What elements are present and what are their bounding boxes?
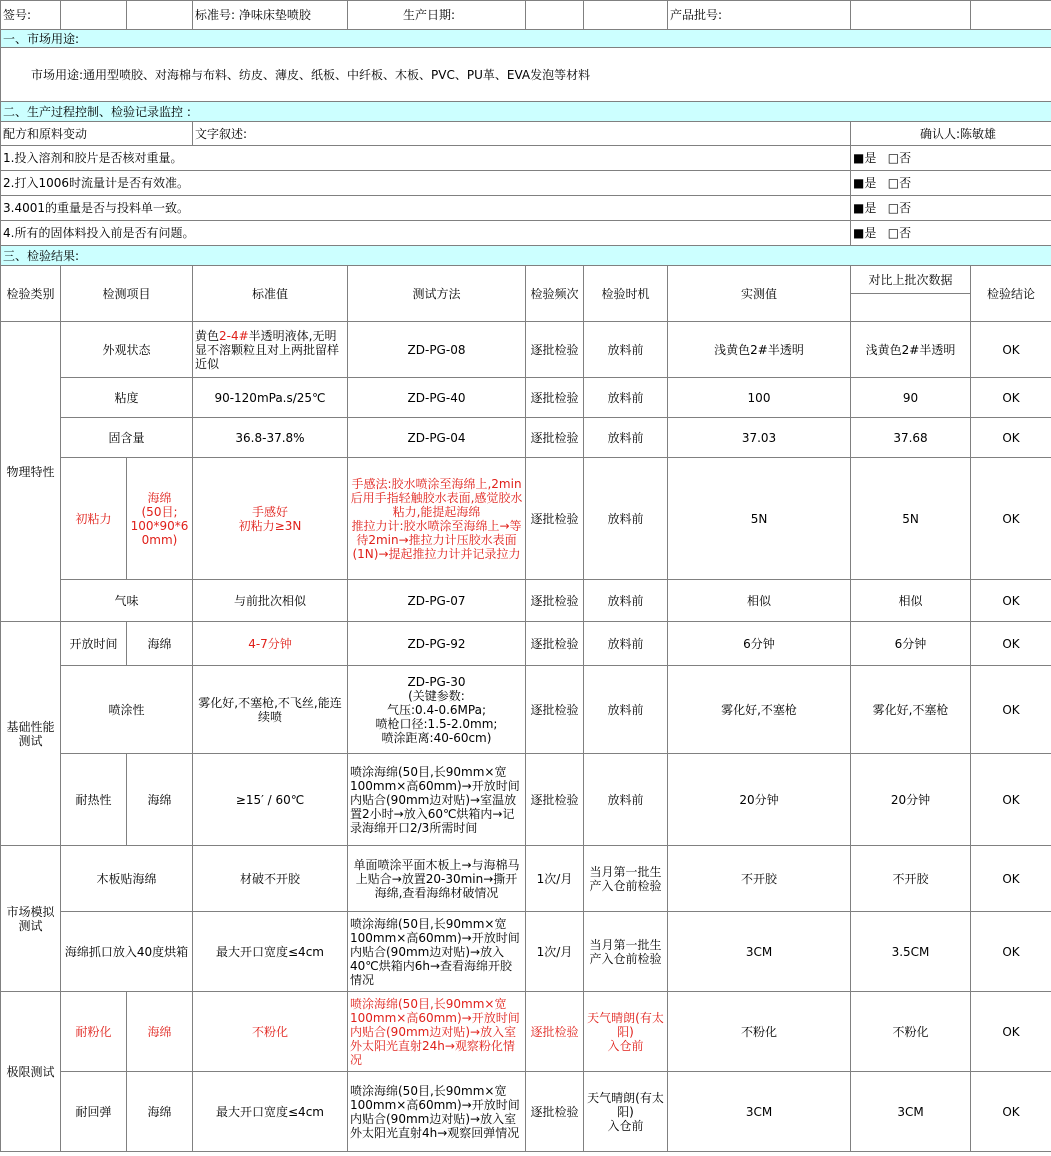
batch-number-label: 产品批号: [668,1,851,30]
table-row [1,418,1051,458]
category-basic: 基础性能测试 [1,622,61,846]
conclusion-oven: OK [971,912,1051,992]
subitem-tack: 海绵 (50目; 100*90*6 0mm) [127,458,193,580]
standard-label: 标准号: 净味床垫喷胶 [193,1,348,30]
conclusion-rebound: OK [971,1072,1051,1152]
item-wood: 木板贴海绵 [61,846,193,912]
header-measured: 实测值 [668,266,851,322]
measured-oven: 3CM [668,912,851,992]
method-heat: 喷涂海绵(50目,长90mm×宽100mm×高60mm)→开放时间内贴合(90mm边对贴)→室温放置2小时→放入60℃烘箱内→记录海绵开口2/3所需时间 [348,754,526,846]
frequency-tack: 逐批检验 [526,458,584,580]
header-compare: 对比上批次数据 [851,266,971,294]
item-chalking: 耐粉化 [61,992,127,1072]
item-open-time: 开放时间 [61,622,127,666]
sign-label: 签号: [1,1,61,30]
measured-sprayability: 雾化好,不塞枪 [668,666,851,754]
header-item: 检测项目 [61,266,193,322]
timing-sprayability: 放料前 [584,666,668,754]
check-answer [851,221,1051,246]
timing-wood: 当月第一批生产入仓前检验 [584,846,668,912]
table-row [1,378,1051,418]
standard-chalking: 不粉化 [193,992,348,1072]
measured-rebound: 3CM [668,1072,851,1152]
measured-viscosity: 100 [668,378,851,418]
yes-checkbox[interactable]: ■是 [853,176,877,190]
formula-row [1,122,1051,146]
frequency-wood: 1次/月 [526,846,584,912]
header-frequency: 检验频次 [526,266,584,322]
standard-tack: 手感好 初粘力≥3N [193,458,348,580]
frequency-rebound: 逐批检验 [526,1072,584,1152]
compare-wood: 不开胶 [851,846,971,912]
table-row [1,666,1051,754]
yes-checkbox[interactable]: ■是 [853,151,877,165]
conclusion-odor: OK [971,580,1051,622]
table-row [1,622,1051,666]
conclusion-solids: OK [971,418,1051,458]
measured-wood: 不开胶 [668,846,851,912]
check-row [1,221,1051,246]
table-row [1,846,1051,912]
item-appearance: 外观状态 [61,322,193,378]
timing-chalking: 天气晴朗(有太阳) 入仓前 [584,992,668,1072]
method-sprayability: ZD-PG-30 (关键参数: 气压:0.4-0.6MPa; 喷枪口径:1.5-2.0mm; 喷涂距离:40-60cm) [348,666,526,754]
section1-title-row [1,30,1051,48]
production-date-label: 生产日期: [348,1,526,30]
conclusion-open-time: OK [971,622,1051,666]
item-rebound: 耐回弹 [61,1072,127,1152]
compare-oven: 3.5CM [851,912,971,992]
section3-title: 三、检验结果: [1,246,1051,266]
table-row [1,580,1051,622]
market-use-text: 市场用途:通用型喷胶、对海棉与布料、纺皮、薄皮、纸板、中纤板、木板、PVC、PU革、EVA发泡等材料 [1,48,1051,102]
section2-title: 二、生产过程控制、检验记录监控 : [1,102,1051,122]
header-category: 检验类别 [1,266,61,322]
compare-sprayability: 雾化好,不塞枪 [851,666,971,754]
compare-solids: 37.68 [851,418,971,458]
conclusion-heat: OK [971,754,1051,846]
category-physical: 物理特性 [1,322,61,622]
check-answer [851,171,1051,196]
header-standard: 标准值 [193,266,348,322]
subitem-open-time: 海绵 [127,622,193,666]
standard-sprayability: 雾化好,不塞枪,不飞丝,能连续喷 [193,666,348,754]
compare-appearance: 浅黄色2#半透明 [851,322,971,378]
frequency-viscosity: 逐批检验 [526,378,584,418]
check-question: 1.投入溶剂和胶片是否核对重量。 [1,146,851,171]
header-timing: 检验时机 [584,266,668,322]
table-row [1,458,1051,580]
compare-rebound: 3CM [851,1072,971,1152]
timing-rebound: 天气晴朗(有太阳) 入仓前 [584,1072,668,1152]
item-odor: 气味 [61,580,193,622]
conclusion-appearance: OK [971,322,1051,378]
frequency-chalking: 逐批检验 [526,992,584,1072]
frequency-oven: 1次/月 [526,912,584,992]
timing-solids: 放料前 [584,418,668,458]
method-wood: 单面喷涂平面木板上→与海棉马上贴合→放置20-30min→撕开海绵,查看海绵材破情况 [348,846,526,912]
no-checkbox[interactable]: □否 [887,226,912,240]
table-row [1,322,1051,378]
no-checkbox[interactable]: □否 [887,151,912,165]
check-question: 4.所有的固体料投入前是否有问题。 [1,221,851,246]
check-question: 2.打入1006时流量计是否有效准。 [1,171,851,196]
yes-checkbox[interactable]: ■是 [853,201,877,215]
formula-label: 配方和原料变动 [1,122,193,146]
standard-oven: 最大开口宽度≤4cm [193,912,348,992]
item-oven: 海绵抓口放入40度烘箱 [61,912,193,992]
frequency-heat: 逐批检验 [526,754,584,846]
no-checkbox[interactable]: □否 [887,201,912,215]
method-viscosity: ZD-PG-40 [348,378,526,418]
conclusion-tack: OK [971,458,1051,580]
method-open-time: ZD-PG-92 [348,622,526,666]
item-viscosity: 粘度 [61,378,193,418]
frequency-solids: 逐批检验 [526,418,584,458]
category-market: 市场模拟测试 [1,846,61,992]
section1-title: 一、市场用途: [1,30,1051,48]
timing-tack: 放料前 [584,458,668,580]
measured-heat: 20分钟 [668,754,851,846]
standard-rebound: 最大开口宽度≤4cm [193,1072,348,1152]
measured-solids: 37.03 [668,418,851,458]
confirm-label: 确认人:陈敏雄 [851,122,1051,146]
narrative-label: 文字叙述: [193,122,851,146]
method-oven: 喷涂海绵(50目,长90mm×宽100mm×高60mm)→开放时间内贴合(90mm边对贴)→放入40℃烘箱内6h→查看海绵开胶情况 [348,912,526,992]
check-row [1,196,1051,221]
frequency-sprayability: 逐批检验 [526,666,584,754]
results-header-row [1,266,1051,294]
measured-odor: 相似 [668,580,851,622]
yes-checkbox[interactable]: ■是 [853,226,877,240]
item-sprayability: 喷涂性 [61,666,193,754]
conclusion-sprayability: OK [971,666,1051,754]
header-compare-blank [851,294,971,322]
check-answer [851,196,1051,221]
standard-open-time: 4-7分钟 [193,622,348,666]
method-appearance: ZD-PG-08 [348,322,526,378]
check-row [1,146,1051,171]
conclusion-chalking: OK [971,992,1051,1072]
timing-oven: 当月第一批生产入仓前检验 [584,912,668,992]
measured-open-time: 6分钟 [668,622,851,666]
subitem-chalking: 海绵 [127,992,193,1072]
no-checkbox[interactable]: □否 [887,176,912,190]
conclusion-viscosity: OK [971,378,1051,418]
table-row [1,912,1051,992]
standard-heat: ≥15′ / 60℃ [193,754,348,846]
header-conclusion: 检验结论 [971,266,1051,322]
timing-viscosity: 放料前 [584,378,668,418]
table-row [1,1072,1051,1152]
header-row [1,1,1051,30]
conclusion-wood: OK [971,846,1051,912]
method-solids: ZD-PG-04 [348,418,526,458]
compare-heat: 20分钟 [851,754,971,846]
timing-open-time: 放料前 [584,622,668,666]
item-tack: 初粘力 [61,458,127,580]
standard-viscosity: 90-120mPa.s/25℃ [193,378,348,418]
compare-open-time: 6分钟 [851,622,971,666]
method-odor: ZD-PG-07 [348,580,526,622]
section1-content-row [1,48,1051,102]
item-heat: 耐热性 [61,754,127,846]
standard-odor: 与前批次相似 [193,580,348,622]
check-question: 3.4001的重量是否与投料单一致。 [1,196,851,221]
timing-odor: 放料前 [584,580,668,622]
compare-viscosity: 90 [851,378,971,418]
frequency-appearance: 逐批检验 [526,322,584,378]
check-answer [851,146,1051,171]
section3-title-row [1,246,1051,266]
standard-wood: 材破不开胶 [193,846,348,912]
table-row [1,754,1051,846]
standard-appearance: 黄色2-4#半透明液体,无明显不溶颗粒且对上两批留样近似 [193,322,348,378]
item-solids: 固含量 [61,418,193,458]
method-rebound: 喷涂海绵(50目,长90mm×宽100mm×高60mm)→开放时间内贴合(90mm边对贴)→放入室外太阳光直射4h→观察回弹情况 [348,1072,526,1152]
check-row [1,171,1051,196]
measured-appearance: 浅黄色2#半透明 [668,322,851,378]
timing-appearance: 放料前 [584,322,668,378]
method-tack: 手感法:胶水喷涂至海绵上,2min后用手指轻触胶水表面,感觉胶水粘力,能提起海绵 推拉力计:胶水喷涂至海绵上→等待2min→推拉力计压胶水表面(1N)→提起推拉力计并记录拉力 [348,458,526,580]
table-row [1,992,1051,1072]
timing-heat: 放料前 [584,754,668,846]
header-method: 测试方法 [348,266,526,322]
measured-chalking: 不粉化 [668,992,851,1072]
compare-tack: 5N [851,458,971,580]
frequency-open-time: 逐批检验 [526,622,584,666]
section2-title-row [1,102,1051,122]
compare-odor: 相似 [851,580,971,622]
method-chalking: 喷涂海绵(50目,长90mm×宽100mm×高60mm)→开放时间内贴合(90mm边对贴)→放入室外太阳光直射24h→观察粉化情况 [348,992,526,1072]
frequency-odor: 逐批检验 [526,580,584,622]
subitem-heat: 海绵 [127,754,193,846]
compare-chalking: 不粉化 [851,992,971,1072]
measured-tack: 5N [668,458,851,580]
standard-solids: 36.8-37.8% [193,418,348,458]
subitem-rebound: 海绵 [127,1072,193,1152]
category-limit: 极限测试 [1,992,61,1152]
